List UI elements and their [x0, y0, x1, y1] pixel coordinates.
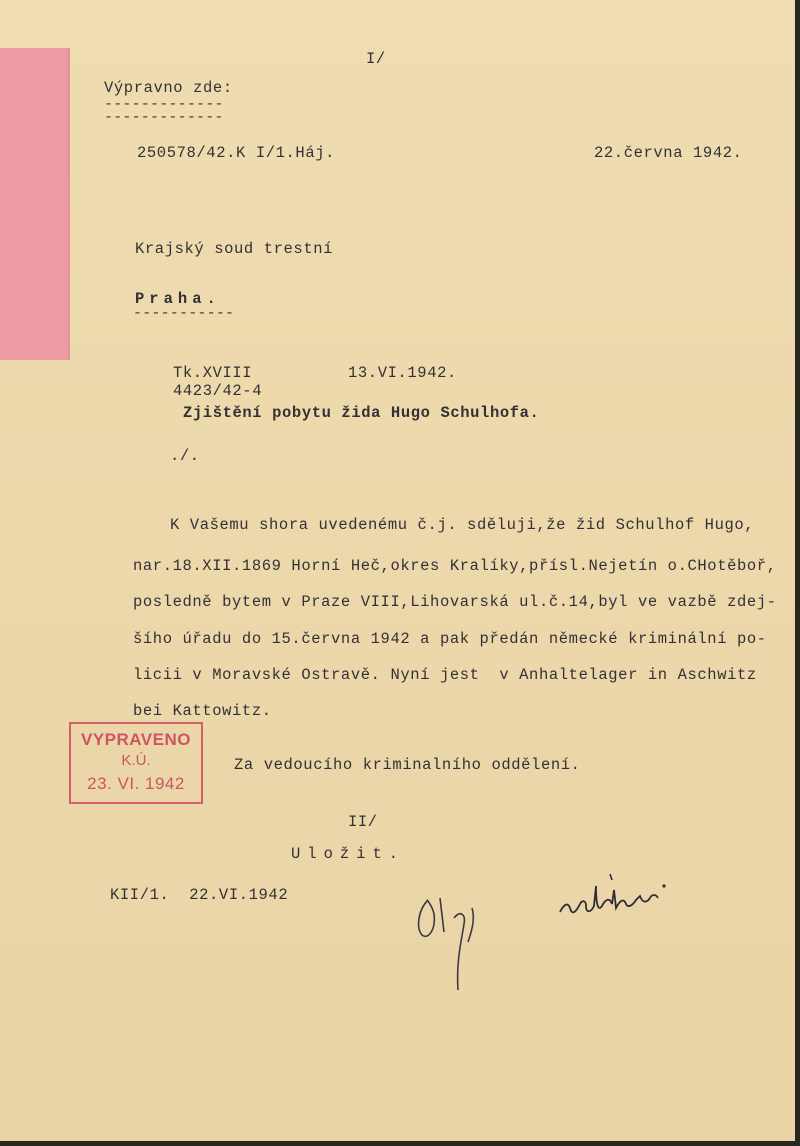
footer-reference: KII/1. 22.VI.1942	[110, 886, 289, 904]
body-line-2: nar.18.XII.1869 Horní Heč,okres Kralíky,přísl.Nejetín o.CHotěboř,	[133, 557, 777, 575]
closing-line: Za vedoucího kriminalního oddělení.	[234, 756, 581, 774]
subject-line: Zjištění pobytu žida Hugo Schulhofa.	[183, 404, 540, 422]
dispatch-underline-2: -------------	[104, 109, 224, 126]
stamp-line-1: VYPRAVENO	[81, 730, 191, 749]
pink-tab-flag	[0, 48, 70, 360]
reference-tk-date: 13.VI.1942.	[348, 364, 457, 382]
reference-number: 250578/42.K I/1.Háj.	[137, 144, 336, 162]
body-line-6: bei Kattowitz.	[133, 702, 272, 720]
reference-file-number: 4423/42-4	[173, 382, 263, 400]
dispatch-underline-1: -------------	[104, 96, 224, 113]
addressee-city: Praha.	[135, 290, 221, 308]
dispatched-stamp	[69, 722, 203, 804]
reference-tk: Tk.XVIII	[173, 364, 253, 382]
section-two-number: II/	[348, 813, 378, 831]
body-line-4: šího úřadu do 15.června 1942 a pak předán německé kriminální po-	[133, 630, 767, 648]
city-underline: -----------	[133, 305, 235, 322]
handwritten-signature	[556, 866, 676, 926]
stamp-date: 23. VI. 1942	[87, 774, 185, 793]
letter-date: 22.června 1942.	[594, 144, 743, 162]
body-line-5: licii v Moravské Ostravě. Nyní jest v Anhaltelager in Aschwitz	[133, 666, 757, 684]
store-instruction: Uložit.	[291, 845, 406, 863]
body-line-1: K Vašemu shora uvedenému č.j. sděluji,že žid Schulhof Hugo,	[170, 516, 755, 534]
handwritten-initials	[410, 880, 500, 1000]
enclosure-marker: ./.	[170, 447, 200, 465]
dispatch-label: Výpravno zde:	[104, 79, 233, 97]
body-line-3: posledně bytem v Praze VIII,Lihovarská ul.č.14,byl ve vazbě zdej-	[133, 593, 777, 611]
page-number: I/	[366, 50, 386, 68]
addressee-court: Krajský soud trestní	[135, 240, 334, 258]
stamp-line-2: K.Ú.	[121, 752, 151, 769]
